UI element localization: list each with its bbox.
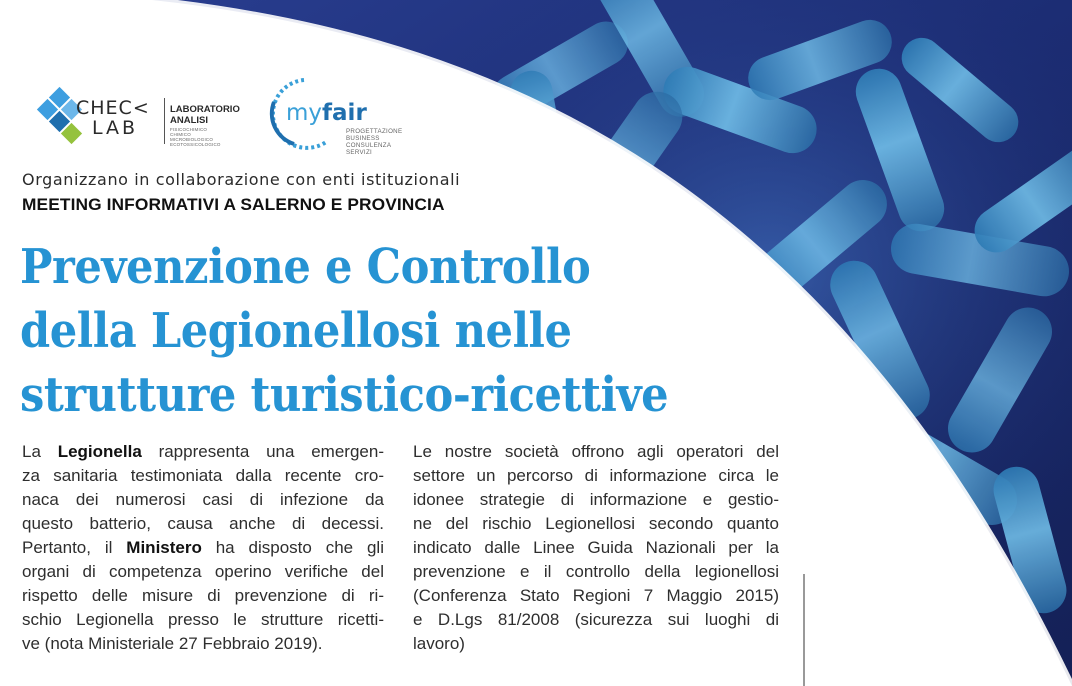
checklab-sub-2: CHIMICO (170, 132, 191, 137)
right-line-3: idonee strategie di informazione e gestio- (413, 490, 779, 509)
legionella-bold: Legionella (57, 442, 142, 461)
myfair-fair: fair (322, 100, 367, 126)
left-line-6: organi di competenza operino verifiche del (22, 562, 384, 581)
checklab-word-bottom: LAB (92, 117, 139, 139)
left-line-5 (22, 536, 384, 560)
intro-line: Organizzano in collaborazione con enti istituzionali (22, 170, 461, 189)
left-line-1-post: rappresenta una emergen- (141, 442, 384, 461)
right-line-4: ne del rischio Legionellosi secondo quanto (413, 514, 779, 533)
checklab-sub-1: FISICOCHIMICO (170, 127, 208, 132)
checklab-title-1: LABORATORIO (170, 104, 240, 115)
left-line-3: naca dei numerosi casi di infezione da (22, 490, 384, 509)
checklab-sub-3: MICROBIOLOGICO (170, 137, 214, 142)
left-column (22, 440, 384, 656)
checklab-sub-4: ECOTOSSICOLOGICO (170, 142, 221, 147)
left-line-9: ve (nota Ministeriale 27 Febbraio 2019). (22, 634, 323, 653)
right-line-5: indicato dalle Linee Guida Nazionali per la (413, 538, 779, 557)
left-line-1 (22, 440, 384, 464)
left-line-1-pre: La (22, 442, 58, 461)
left-line-5-pre: Pertanto, il (22, 538, 127, 557)
left-line-8: schio Legionella presso le strutture ricetti- (22, 610, 384, 629)
meeting-line: MEETING INFORMATIVI A SALERNO E PROVINCIA (22, 195, 445, 214)
checklab-logo (32, 86, 252, 156)
right-line-1: Le nostre società offrono agli operatori del (413, 442, 779, 461)
headline-line-2: della Legionellosi nelle (20, 303, 572, 359)
left-line-7: rispetto delle misure di prevenzione di ri- (22, 586, 384, 605)
myfair-tag-2: BUSINESS (346, 135, 380, 142)
myfair-tag-3: CONSULENZA (346, 142, 392, 149)
right-column (413, 440, 779, 656)
headline-line-1: Prevenzione e Controllo (20, 239, 591, 295)
left-line-4: questo batterio, causa anche di decessi. (22, 514, 384, 533)
ministero-bold: Ministero (126, 538, 202, 557)
checklab-divider (164, 98, 165, 144)
right-line-8: e D.Lgs 81/2008 (sicurezza sui luoghi di (413, 610, 779, 629)
checklab-word-top: CHEC< (76, 97, 150, 119)
right-line-6: prevenzione e il controllo della legionellosi (413, 562, 779, 581)
right-line-7: (Conferenza Stato Regioni 7 Maggio 2015) (413, 586, 779, 605)
right-line-2: settore un percorso di informazione circa le (413, 466, 779, 485)
right-line-9: lavoro) (413, 634, 465, 653)
bacterium-rod (678, 305, 842, 414)
checklab-title-2: ANALISI (170, 115, 208, 126)
left-line-2: za sanitaria testimoniata dalla recente cro- (22, 466, 384, 485)
left-line-5-post: ha disposto che gli (201, 538, 384, 557)
myfair-tag-4: SERVIZI (346, 149, 373, 156)
headline-line-3: strutture turistico-ricettive (20, 367, 669, 423)
myfair-wordmark (286, 100, 367, 126)
myfair-logo (264, 72, 424, 162)
myfair-my: my (286, 100, 323, 126)
myfair-tag-1: PROGETTAZIONE (346, 128, 403, 135)
